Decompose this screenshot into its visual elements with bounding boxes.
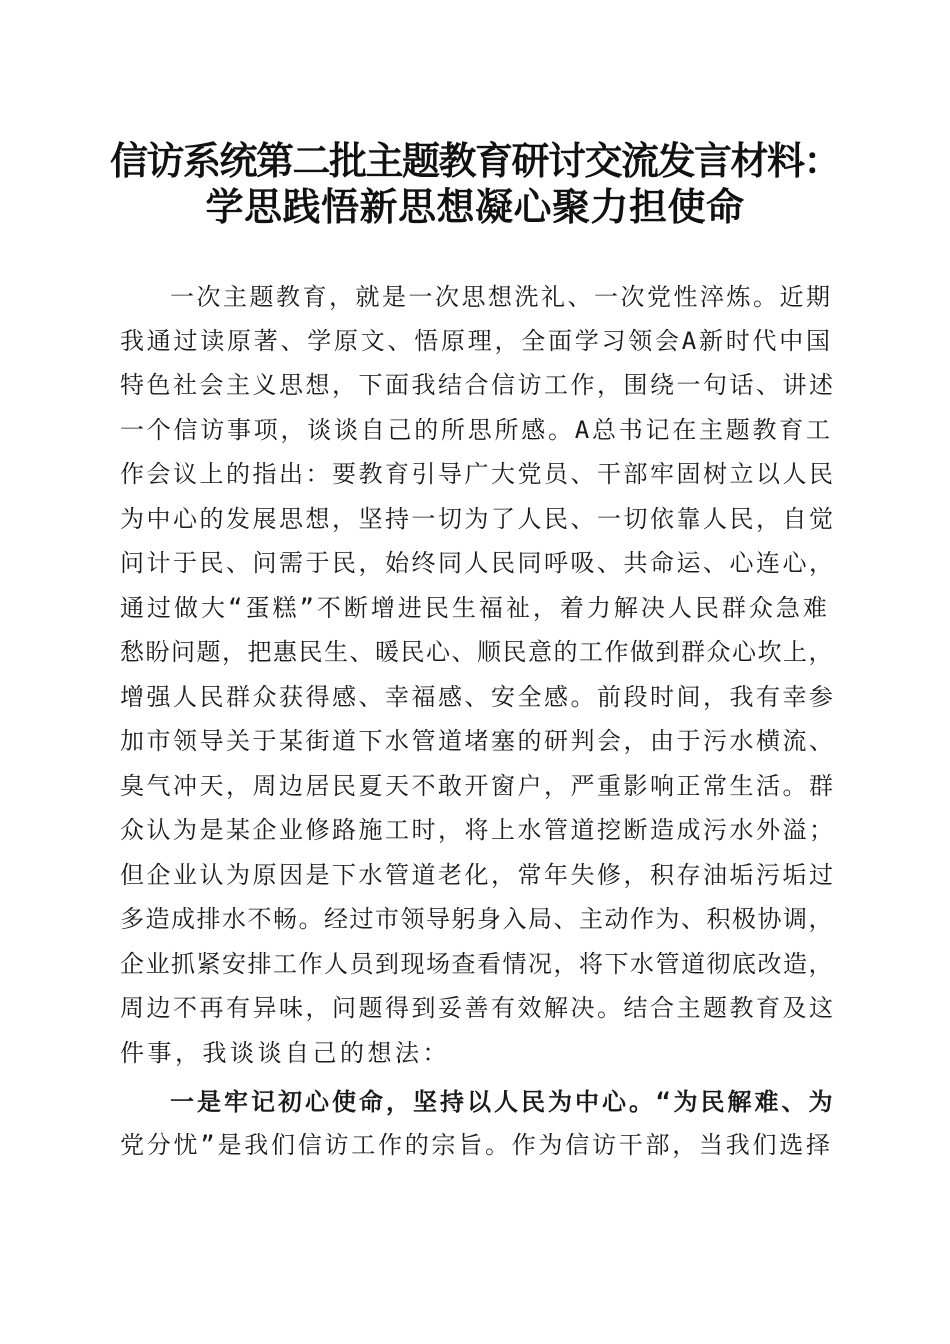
- body-text-line: 党分忧”是我们信访工作的宗旨。作为信访干部，当我们选择: [120, 1131, 833, 1159]
- body-text-line: 件事，我谈谈自己的想法：: [120, 1039, 450, 1067]
- body-text-line: 我通过读原著、学原文、悟原理，全面学习领会A新时代中国: [120, 327, 833, 355]
- body-text-line: 周边不再有异味，问题得到妥善有效解决。结合主题教育及这: [120, 994, 836, 1022]
- body-text-line: 通过做大“蛋糕”不断增进民生福祉，着力解决人民群众急难: [120, 594, 830, 622]
- document-title-line-2: 学思践悟新思想凝心聚力担使命: [205, 184, 745, 229]
- section-heading-line: 一是牢记初心使命，坚持以人民为中心。“为民解难、为: [170, 1088, 836, 1116]
- body-text-line: 特色社会主义思想，下面我结合信访工作，围绕一句话、讲述: [120, 371, 836, 399]
- body-text-line: 众认为是某企业修路施工时，将上水管道挖断造成污水外溢；: [120, 816, 836, 844]
- body-text-line: 企业抓紧安排工作人员到现场查看情况，将下水管道彻底改造，: [120, 950, 834, 978]
- body-text-line: 一个信访事项，谈谈自己的所思所感。A总书记在主题教育工: [120, 416, 833, 444]
- body-text-line: 但企业认为原因是下水管道老化，常年失修，积存油垢污垢过: [120, 861, 836, 889]
- body-text-line: 作会议上的指出：要教育引导广大党员、干部牢固树立以人民: [120, 460, 836, 488]
- body-text-line: 增强人民群众获得感、幸福感、安全感。前段时间，我有幸参: [120, 683, 836, 711]
- body-text-line: 问计于民、问需于民，始终同人民同呼吸、共命运、心连心，: [120, 549, 836, 577]
- body-text-line: 臭气冲天，周边居民夏天不敢开窗户，严重影响正常生活。群: [120, 772, 836, 800]
- body-text-line: 加市领导关于某街道下水管道堵塞的研判会，由于污水横流、: [120, 727, 836, 755]
- body-text-line: 一次主题教育，就是一次思想洗礼、一次党性淬炼。近期: [170, 283, 833, 311]
- body-text-line: 为中心的发展思想，坚持一切为了人民、一切依靠人民，自觉: [120, 505, 836, 533]
- body-text-line: 多造成排水不畅。经过市领导躬身入局、主动作为、积极协调，: [120, 905, 834, 933]
- body-text-line: 愁盼问题，把惠民生、暖民心、顺民意的工作做到群众心坎上，: [120, 638, 834, 666]
- document-title-line-1: 信访系统第二批主题教育研讨交流发言材料：: [110, 138, 841, 183]
